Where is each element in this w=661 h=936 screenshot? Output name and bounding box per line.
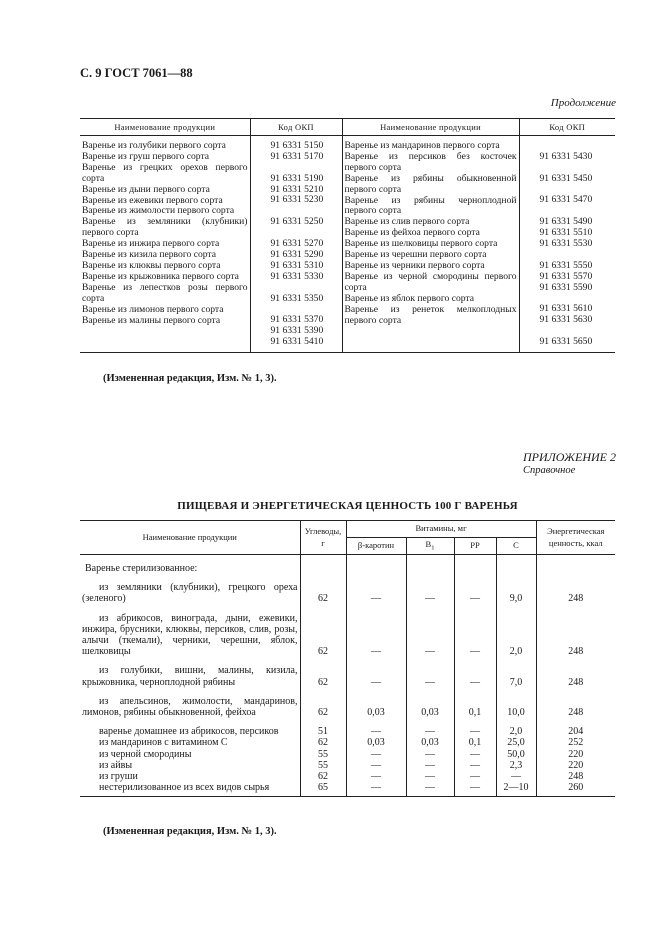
value-cell-b1: — [406,749,454,760]
value-cell-c: 2,0 [496,605,536,658]
value-cell-energy: 260 [536,782,615,797]
column-header: Код ОКП [250,119,342,136]
right-codes-cell [519,136,615,353]
product-name: Варенье из яблок первого сорта [344,292,475,304]
amendment-note: (Измененная редакция, Изм. № 1, 3). [103,826,277,837]
product-code: 91 6331 5590 [539,281,593,293]
value-cell-carbs: 55 [300,749,346,760]
column-header-product: Наименование продукции [80,521,300,555]
product-cell [80,657,300,687]
value-cell-beta: 0,03 [346,737,406,748]
value-cell-pp: — [454,574,496,604]
product-name: Варенье из черешни первого сорта [344,249,487,261]
product-cell [80,749,300,760]
product-name: Варенье из лепестков розы первого сорта [82,281,248,304]
product-name: Варенье из клюквы первого сорта [82,259,221,271]
product-cell [80,688,300,718]
product-cell [80,737,300,748]
product-code: 91 6331 5350 [270,292,324,304]
product-cell [80,605,300,658]
column-header-beta-carotene: β-каротин [346,538,406,555]
product-name: Варенье из черники первого сорта [344,259,485,271]
product-code: 91 6331 5310 [270,259,324,271]
amendment-note: (Измененная редакция, Изм. № 1, 3). [103,373,277,384]
column-header: Наименование продукции [80,119,250,136]
product-name: Варенье из шелковицы первого сорта [344,238,498,250]
product-description: из черной смородины [99,748,192,760]
table-row [80,737,615,748]
value-cell-beta: — [346,605,406,658]
table-body-row [80,136,615,353]
column-header: Код ОКП [519,119,615,136]
value-cell-pp: 0,1 [454,737,496,748]
value-cell-beta: — [346,749,406,760]
column-header: Наименование продукции [342,119,519,136]
value-cell-c: 9,0 [496,574,536,604]
value-cell-energy: 220 [536,749,615,760]
product-code: 91 6331 5390 [270,325,324,337]
product-cell [80,760,300,771]
product-code: 91 6331 5210 [270,183,324,195]
value-cell-b1: — [406,718,454,737]
value-cell-beta: — [346,771,406,782]
product-cell [80,782,300,797]
product-description: из земляники (клубники), грецкого ореха (зеленого) [82,582,298,605]
product-cell [80,574,300,604]
product-name: Варенье из дыни первого сорта [82,183,210,195]
table-row [80,574,615,604]
value-cell-energy: 248 [536,657,615,687]
value-cell-b1: — [406,605,454,658]
right-names-cell [342,136,519,353]
product-name: Варенье из грецких орехов первого сорта [82,161,248,184]
product-description: из айвы [99,759,133,771]
section-label: Варенье стерилизованное: [85,563,198,574]
product-name: Варенье из рябины обыкновенной первого сорта [344,172,517,195]
product-code: 91 6331 5250 [270,216,324,228]
product-code: 91 6331 5150 [270,139,324,151]
value-cell-pp: 0,1 [454,688,496,718]
value-cell-energy: 248 [536,771,615,782]
product-name: Варенье из мандаринов первого сорта [344,140,500,151]
product-name: Варенье из кизила первого сорта [82,249,216,261]
value-cell-b1: — [406,782,454,797]
left-codes-cell [250,136,342,353]
value-cell-carbs: 62 [300,688,346,718]
nutrition-table-title: ПИЩЕВАЯ И ЭНЕРГЕТИЧЕСКАЯ ЦЕННОСТЬ 100 Г ВАРЕНЬЯ [177,500,518,512]
section-row [80,555,615,575]
column-header-carbs: Углеводы, г [300,521,346,555]
product-description: варенье домашнее из абрикосов, персиков [99,726,279,738]
value-cell-energy: 204 [536,718,615,737]
product-cell [80,771,300,782]
value-cell-energy: 220 [536,760,615,771]
column-header-pp: PP [454,538,496,555]
product-name: Варенье из фейхоа первого сорта [344,227,480,239]
product-code: 91 6331 5430 [539,150,593,162]
product-name: Варенье из ренеток мелкоплодных первого сорта [344,303,517,326]
product-code: 91 6331 5370 [270,314,324,326]
page-header: С. 9 ГОСТ 7061—88 [80,66,193,80]
table-row [80,657,615,687]
value-cell-carbs: 51 [300,718,346,737]
product-code: 91 6331 5330 [270,270,324,282]
appendix-type: Справочное [523,465,576,476]
value-cell-b1: — [406,760,454,771]
table-row [80,605,615,658]
left-names-cell [80,136,250,353]
value-cell-carbs: 65 [300,782,346,797]
product-code: 91 6331 5550 [539,259,593,271]
product-name: Варенье из слив первого сорта [344,216,470,228]
table-header-row [80,521,615,538]
value-cell-b1: — [406,574,454,604]
product-code: 91 6331 5270 [270,238,324,250]
product-code: 91 6331 5410 [270,336,324,348]
value-cell-carbs: 62 [300,657,346,687]
value-cell-energy: 248 [536,688,615,718]
b1-subscript: 1 [431,544,435,552]
product-name: Варенье из рябины черноплодной первого сорта [344,194,517,217]
product-code: 91 6331 5170 [270,150,324,162]
value-cell-pp: — [454,782,496,797]
table-row [80,688,615,718]
table-header-row [80,119,615,136]
continuation-label: Продолжение [550,97,616,109]
product-name: Варенье из голубики первого сорта [82,140,226,151]
value-cell-pp: — [454,605,496,658]
value-cell-c: 25,0 [496,737,536,748]
value-cell-c: — [496,771,536,782]
table-row [80,782,615,797]
product-code: 91 6331 5630 [539,314,593,326]
value-cell-energy: 248 [536,605,615,658]
appendix-number: ПРИЛОЖЕНИЕ 2 [523,450,616,464]
product-name: Варенье из груш первого сорта [82,150,210,162]
table-row [80,771,615,782]
value-cell-carbs: 62 [300,737,346,748]
value-cell-pp: — [454,771,496,782]
value-cell-c: 2,3 [496,760,536,771]
value-cell-c: 7,0 [496,657,536,687]
product-name: Варенье из лимонов первого сорта [82,303,224,315]
table-row [80,760,615,771]
value-cell-carbs: 62 [300,605,346,658]
value-cell-b1: — [406,771,454,782]
product-code: 91 6331 5290 [270,248,324,260]
column-header-vitamins: Витамины, мг [346,521,536,538]
product-code: 91 6331 5510 [539,227,593,239]
product-name: Варенье из земляники (клубники) первого сорта [82,216,248,239]
column-header-energy: Энергетическая ценность, ккал [536,521,615,555]
product-name: Варенье из малины первого сорта [82,314,221,326]
table-row [80,718,615,737]
value-cell-beta: — [346,718,406,737]
value-cell-c: 50,0 [496,749,536,760]
value-cell-pp: — [454,749,496,760]
product-description: нестерилизованное из всех видов сырья [99,782,270,794]
value-cell-beta: — [346,657,406,687]
product-codes-table [80,118,615,353]
value-cell-pp: — [454,760,496,771]
value-cell-beta: — [346,782,406,797]
value-cell-pp: — [454,718,496,737]
nutrition-table [80,520,615,797]
product-code: 91 6331 5470 [539,194,593,206]
product-code: 91 6331 5570 [539,270,593,282]
product-cell [80,718,300,737]
product-description: из мандаринов с витамином С [99,737,228,749]
table-row [80,749,615,760]
product-name: Варенье из крыжовника первого сорта [82,270,239,282]
product-name: Варенье из жимолости первого сорта [82,205,235,217]
product-code: 91 6331 5190 [270,172,324,184]
product-description: из голубики, вишни, малины, кизила, крыжовника, черноплодной рябины [82,665,298,688]
product-code: 91 6331 5650 [539,336,593,348]
value-cell-b1: — [406,657,454,687]
b1-label: B [425,538,432,549]
value-cell-b1: 0,03 [406,737,454,748]
value-cell-carbs: 55 [300,760,346,771]
product-code: 91 6331 5450 [539,172,593,184]
product-code: 91 6331 5530 [539,238,593,250]
value-cell-beta: — [346,574,406,604]
value-cell-energy: 248 [536,574,615,604]
value-cell-energy: 252 [536,737,615,748]
product-code: 91 6331 5490 [539,216,593,228]
column-header-c: C [496,538,536,555]
product-name: Варенье из черной смородины первого сорта [344,270,517,293]
value-cell-carbs: 62 [300,574,346,604]
product-code: 91 6331 5230 [270,194,324,206]
product-name: Варенье из инжира первого сорта [82,238,220,250]
column-header-b1 [406,538,454,555]
value-cell-beta: — [346,760,406,771]
product-name: Варенье из персиков без косточек первого сорта [344,150,517,173]
value-cell-c: 2—10 [496,782,536,797]
value-cell-carbs: 62 [300,771,346,782]
product-description: из груши [99,771,138,783]
value-cell-beta: 0,03 [346,688,406,718]
product-name: Варенье из ежевики первого сорта [82,194,223,206]
product-description: из абрикосов, винограда, дыни, ежевики, инжира, брусники, клюквы, персиков, слив, розы, алычи (ткемали), черники, черешни, яблок, шелковицы [82,612,298,658]
value-cell-c: 10,0 [496,688,536,718]
product-code: 91 6331 5610 [539,303,593,315]
value-cell-pp: — [454,657,496,687]
value-cell-c: 2,0 [496,718,536,737]
appendix-label [523,450,616,478]
value-cell-b1: 0,03 [406,688,454,718]
product-description: из апельсинов, жимолости, мандаринов, лимонов, рябины обыкновенной, фейхоа [82,695,298,719]
